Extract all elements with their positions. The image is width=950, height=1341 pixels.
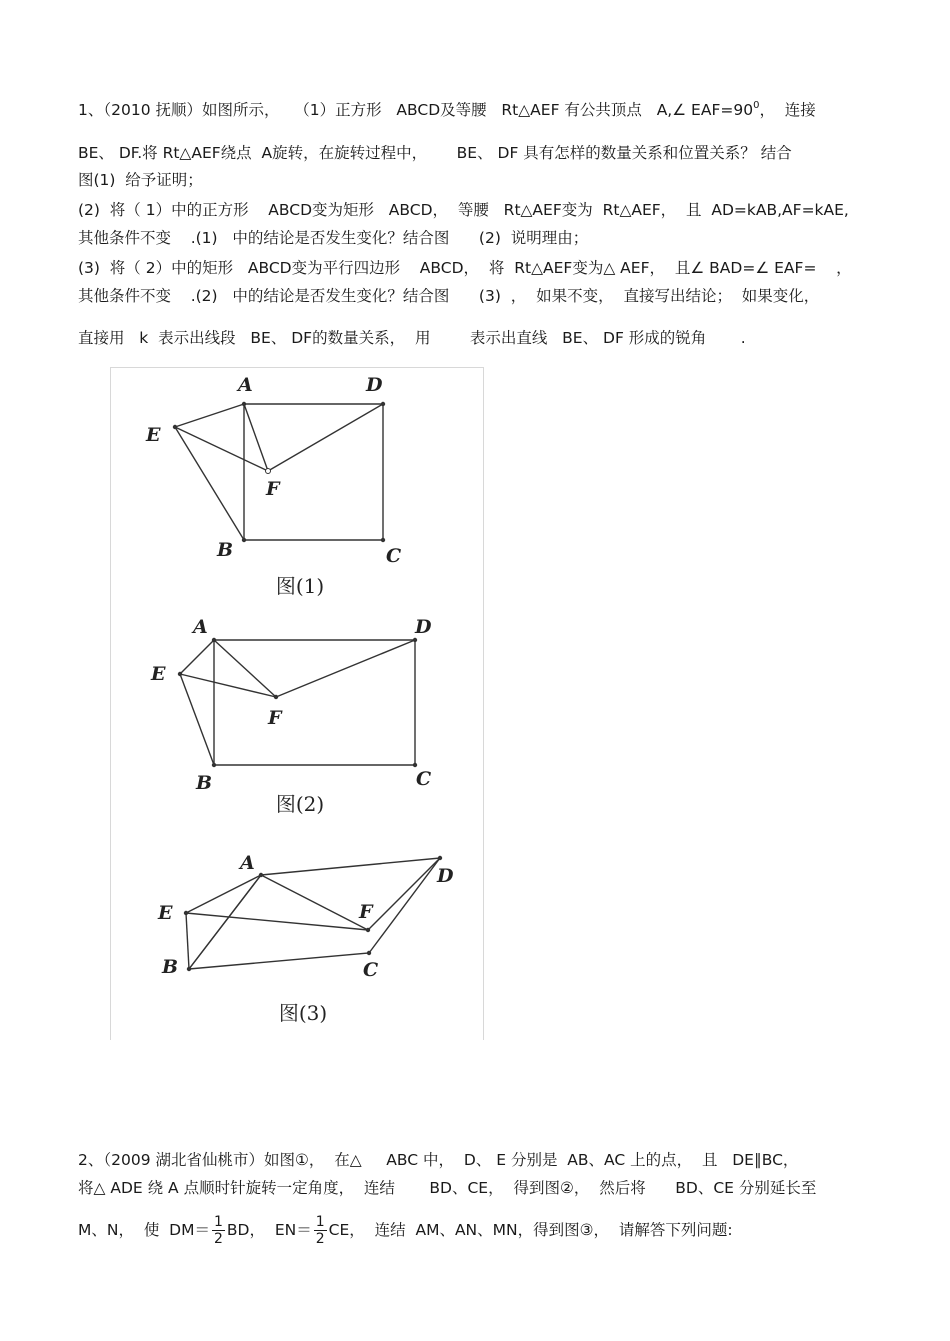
fig3-segment-ae [186, 875, 261, 913]
fig2-segment-df [276, 640, 415, 697]
fig3-segment-df [368, 858, 440, 930]
fraction-denominator: 2 [315, 1231, 325, 1247]
fig2-segment-ae [180, 640, 214, 674]
fig3-label-a: A [240, 852, 255, 874]
figure-2 [180, 640, 415, 765]
geometry-figures [110, 367, 484, 1040]
fig1-square-abcd [244, 404, 383, 540]
fig3-label-b: B [162, 956, 179, 978]
fraction-numerator: 1 [214, 1214, 223, 1230]
fig1-label-c: C [386, 545, 402, 567]
fraction-denominator: 2 [214, 1231, 223, 1247]
fraction-half-2 [314, 1214, 327, 1247]
figure-3 [186, 858, 440, 969]
fig3-caption: 图(3) [278, 1001, 328, 1025]
problem-2-line-3 [78, 1212, 733, 1248]
fig1-label-f: F [266, 478, 280, 500]
problem-2-line-2: 将△ ADE 绕 A 点顺时针旋转一定角度， 连结 BD、CE， 得到图②， 然后将 BD、CE 分别延长至 [78, 1179, 817, 1197]
fig1-label-e: E [146, 424, 161, 446]
fig1-label-b: B [217, 539, 234, 561]
fig2-label-e: E [151, 663, 166, 685]
problem-1-line-5: 其他条件不变 .(1) 中的结论是否发生变化？结合图 (2) 说明理由； [78, 229, 589, 247]
fig1-points [173, 402, 385, 542]
fig2-segment-af [214, 640, 276, 697]
fig2-caption: 图(2) [275, 792, 325, 816]
figure-panel [110, 367, 484, 1040]
problem-1-line-1 [78, 100, 816, 123]
problem-1-line-4: (2) 将（ 1）中的正方形 ABCD变为矩形 ABCD， 等腰 Rt△AEF变为 Rt△AEF， 且 AD=kAB,AF=kAE, [78, 201, 849, 219]
problem-1-line-3: 图(1) 给予证明； [78, 171, 203, 189]
problem-1-line-8: 直接用 k 表示出线段 BE、 DF的数量关系， 用 表示出直线 BE、 DF 形成的锐角 . [78, 329, 746, 347]
problem-1-line-1-text: 1、（2010 抚顺）如图所示， （1）正方形 ABCD及等腰 Rt△AEF 有公共顶点 A,∠ EAF=90 [78, 101, 754, 119]
fig2-label-d: D [415, 616, 432, 638]
degree-superscript: 0 [753, 100, 760, 111]
fig2-label-f: F [268, 707, 282, 729]
figure-1 [175, 404, 383, 540]
fig3-label-c: C [363, 959, 379, 981]
problem-2-line-3-part-b: BD， EN＝ [226, 1221, 312, 1239]
fraction-numerator: 1 [315, 1214, 325, 1230]
problem-2-line-1: 2、（2009 湖北省仙桃市）如图①， 在△ ABC 中， D、 E 分别是 AB、AC 上的点， 且 DE∥BC， [78, 1151, 799, 1169]
fig1-label-d: D [366, 374, 383, 396]
fig3-label-f: F [359, 901, 373, 923]
problem-1-line-7: 其他条件不变 .(2) 中的结论是否发生变化？结合图 (3) ， 如果不变， 直接写出结论； 如果变化， [78, 287, 820, 305]
fig3-label-d: D [437, 865, 454, 887]
fig2-segment-be [180, 674, 214, 765]
fig1-segment-df [268, 404, 383, 471]
fig2-label-b: B [196, 772, 213, 794]
fig1-caption: 图(1) [275, 574, 325, 598]
fig2-rectangle-abcd [214, 640, 415, 765]
fig1-segment-ae [175, 404, 244, 427]
fig3-points [184, 856, 442, 971]
fig2-segment-ef [180, 674, 276, 697]
problem-1-line-6: (3) 将（ 2）中的矩形 ABCD变为平行四边形 ABCD， 将 Rt△AEF变为△ AEF， 且∠ BAD=∠ EAF= ， [78, 259, 852, 277]
fraction-half-1 [212, 1214, 225, 1247]
fig2-label-a: A [193, 616, 208, 638]
problem-2-line-3-part-c: CE， 连结 AM、AN、MN，得到图③， 请解答下列问题: [328, 1221, 733, 1239]
fig1-label-a: A [238, 374, 253, 396]
fig3-segment-be [186, 913, 189, 969]
fig3-label-e: E [158, 902, 173, 924]
problem-1-line-1-tail: ， 连接 [759, 101, 816, 119]
fig3-parallelogram-abcd [189, 858, 440, 969]
problem-1-line-2: BE、 DF.将 Rt△AEF绕点 A旋转，在旋转过程中， BE、 DF 具有怎样的数量关系和位置关系？ 结合 [78, 144, 792, 162]
fig2-label-c: C [416, 768, 432, 790]
fig3-segment-ab-diag [189, 875, 261, 969]
problem-2-line-3-part-a: M、N， 使 DM＝ [78, 1221, 210, 1239]
